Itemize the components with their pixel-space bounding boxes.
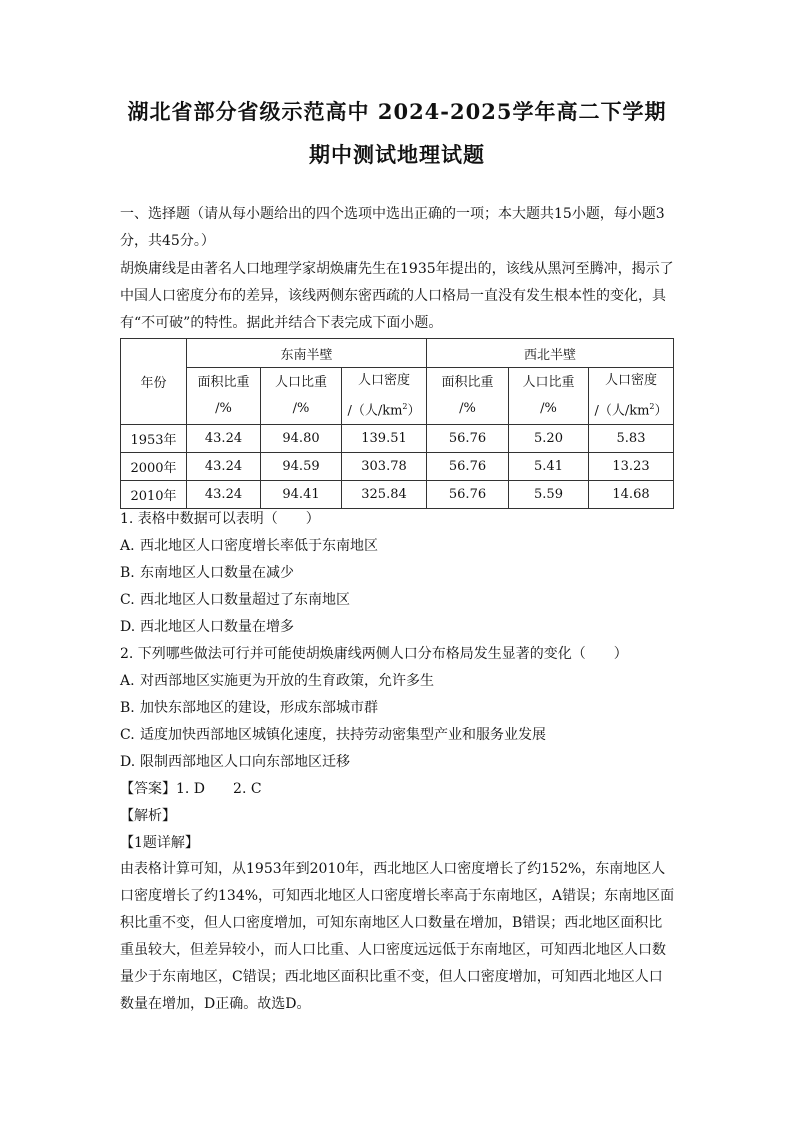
- table-header-nw-density: 人口密度 /（人$/km^2$）: [589, 368, 674, 425]
- cell-nw-density: 14.68: [589, 481, 674, 509]
- cell-se-pop: 94.59: [261, 453, 342, 481]
- question-2-stem: 2. 下列哪些做法可行并可能使胡焕庸线两侧人口分布格局发生显著的变化（ ）: [120, 646, 628, 662]
- question-1-option-a[interactable]: A. 西北地区人口密度增长率低于东南地区: [120, 538, 378, 554]
- population-table: [120, 338, 674, 509]
- table-header-year: 年份: [121, 339, 187, 425]
- cell-nw-area: 56.76: [427, 453, 509, 481]
- table-header-northwest: 西北半壁: [427, 339, 674, 368]
- cell-nw-density: 13.23: [589, 453, 674, 481]
- cell-year: 1953年: [121, 425, 187, 453]
- question-1-stem: 1. 表格中数据可以表明（ ）: [120, 511, 320, 527]
- explanation-paragraph: 由表格计算可知，从1953年到2010年，西北地区人口密度增长了约152%，东南地区人口密度增长了约134%，可知西北地区人口密度增长率高于东南地区，A错误；东南地区面积比重不变，但人口密度增加，可知东南地区人口数量在增加，B错误；西北地区面积比重虽较大，但差异较小，而人口比重、人口密度远远低于东南地区，可知西北地区人口数量少于东南地区，C错误；西北地区面积比重不变，但人口密度增加，可知西北地区人口数量在增加，D正确。故选D。: [120, 861, 675, 1012]
- document-title-line2: 期中测试地理试题: [309, 142, 485, 167]
- question-1-option-c[interactable]: C. 西北地区人口数量超过了东南地区: [120, 592, 350, 608]
- table-header-se-pop: 人口比重 /%: [261, 368, 342, 425]
- question-2-option-a[interactable]: A. 对西部地区实施更为开放的生育政策，允许多生: [120, 673, 434, 689]
- cell-nw-density: 5.83: [589, 425, 674, 453]
- table-header-southeast: 东南半壁: [187, 339, 427, 368]
- question-2-option-d[interactable]: D. 限制西部地区人口向东部地区迁移: [120, 754, 350, 770]
- cell-se-area: 43.24: [187, 425, 261, 453]
- detail-heading: 【1题详解】: [120, 835, 199, 851]
- question-1-option-d[interactable]: D. 西北地区人口数量在增多: [120, 619, 294, 635]
- cell-nw-pop: 5.41: [509, 453, 589, 481]
- document-title-line1: 湖北省部分省级示范高中 2024-2025学年高二下学期: [127, 99, 667, 124]
- cell-year: 2000年: [121, 453, 187, 481]
- question-2-option-c[interactable]: C. 适度加快西部地区城镇化速度，扶持劳动密集型产业和服务业发展: [120, 727, 546, 743]
- cell-se-density: 325.84: [342, 481, 427, 509]
- table-row: [121, 425, 674, 453]
- table-header-nw-pop: 人口比重 /%: [509, 368, 589, 425]
- table-row: [121, 453, 674, 481]
- analysis-heading: 【解析】: [120, 808, 176, 824]
- question-2-option-b[interactable]: B. 加快东部地区的建设，形成东部城市群: [120, 700, 378, 716]
- cell-se-area: 43.24: [187, 481, 261, 509]
- table-header-se-density: 人口密度 /（人$/km^2$）: [342, 368, 427, 425]
- cell-nw-pop: 5.20: [509, 425, 589, 453]
- answer-line: 【答案】1. D 2. C: [120, 781, 262, 797]
- table-row: [121, 481, 674, 509]
- cell-nw-pop: 5.59: [509, 481, 589, 509]
- table-header-nw-area: 面积比重 /%: [427, 368, 509, 425]
- cell-se-pop: 94.41: [261, 481, 342, 509]
- cell-nw-area: 56.76: [427, 425, 509, 453]
- cell-se-density: 303.78: [342, 453, 427, 481]
- cell-se-density: 139.51: [342, 425, 427, 453]
- cell-nw-area: 56.76: [427, 481, 509, 509]
- cell-se-area: 43.24: [187, 453, 261, 481]
- table-header-se-area: 面积比重 /%: [187, 368, 261, 425]
- intro-paragraph: 胡焕庸线是由著名人口地理学家胡焕庸先生在1935年提出的，该线从黑河至腾冲，揭示了中国人口密度分布的差异，该线两侧东密西疏的人口格局一直没有发生根本性的变化，具有“不可破”的特性。据此并结合下表完成下面小题。: [120, 261, 674, 331]
- cell-se-pop: 94.80: [261, 425, 342, 453]
- cell-year: 2010年: [121, 481, 187, 509]
- question-1-option-b[interactable]: B. 东南地区人口数量在减少: [120, 565, 294, 581]
- section-heading: 一、选择题（请从每小题给出的四个选项中选出正确的一项；本大题共15小题，每小题3分，共45分。）: [120, 206, 665, 249]
